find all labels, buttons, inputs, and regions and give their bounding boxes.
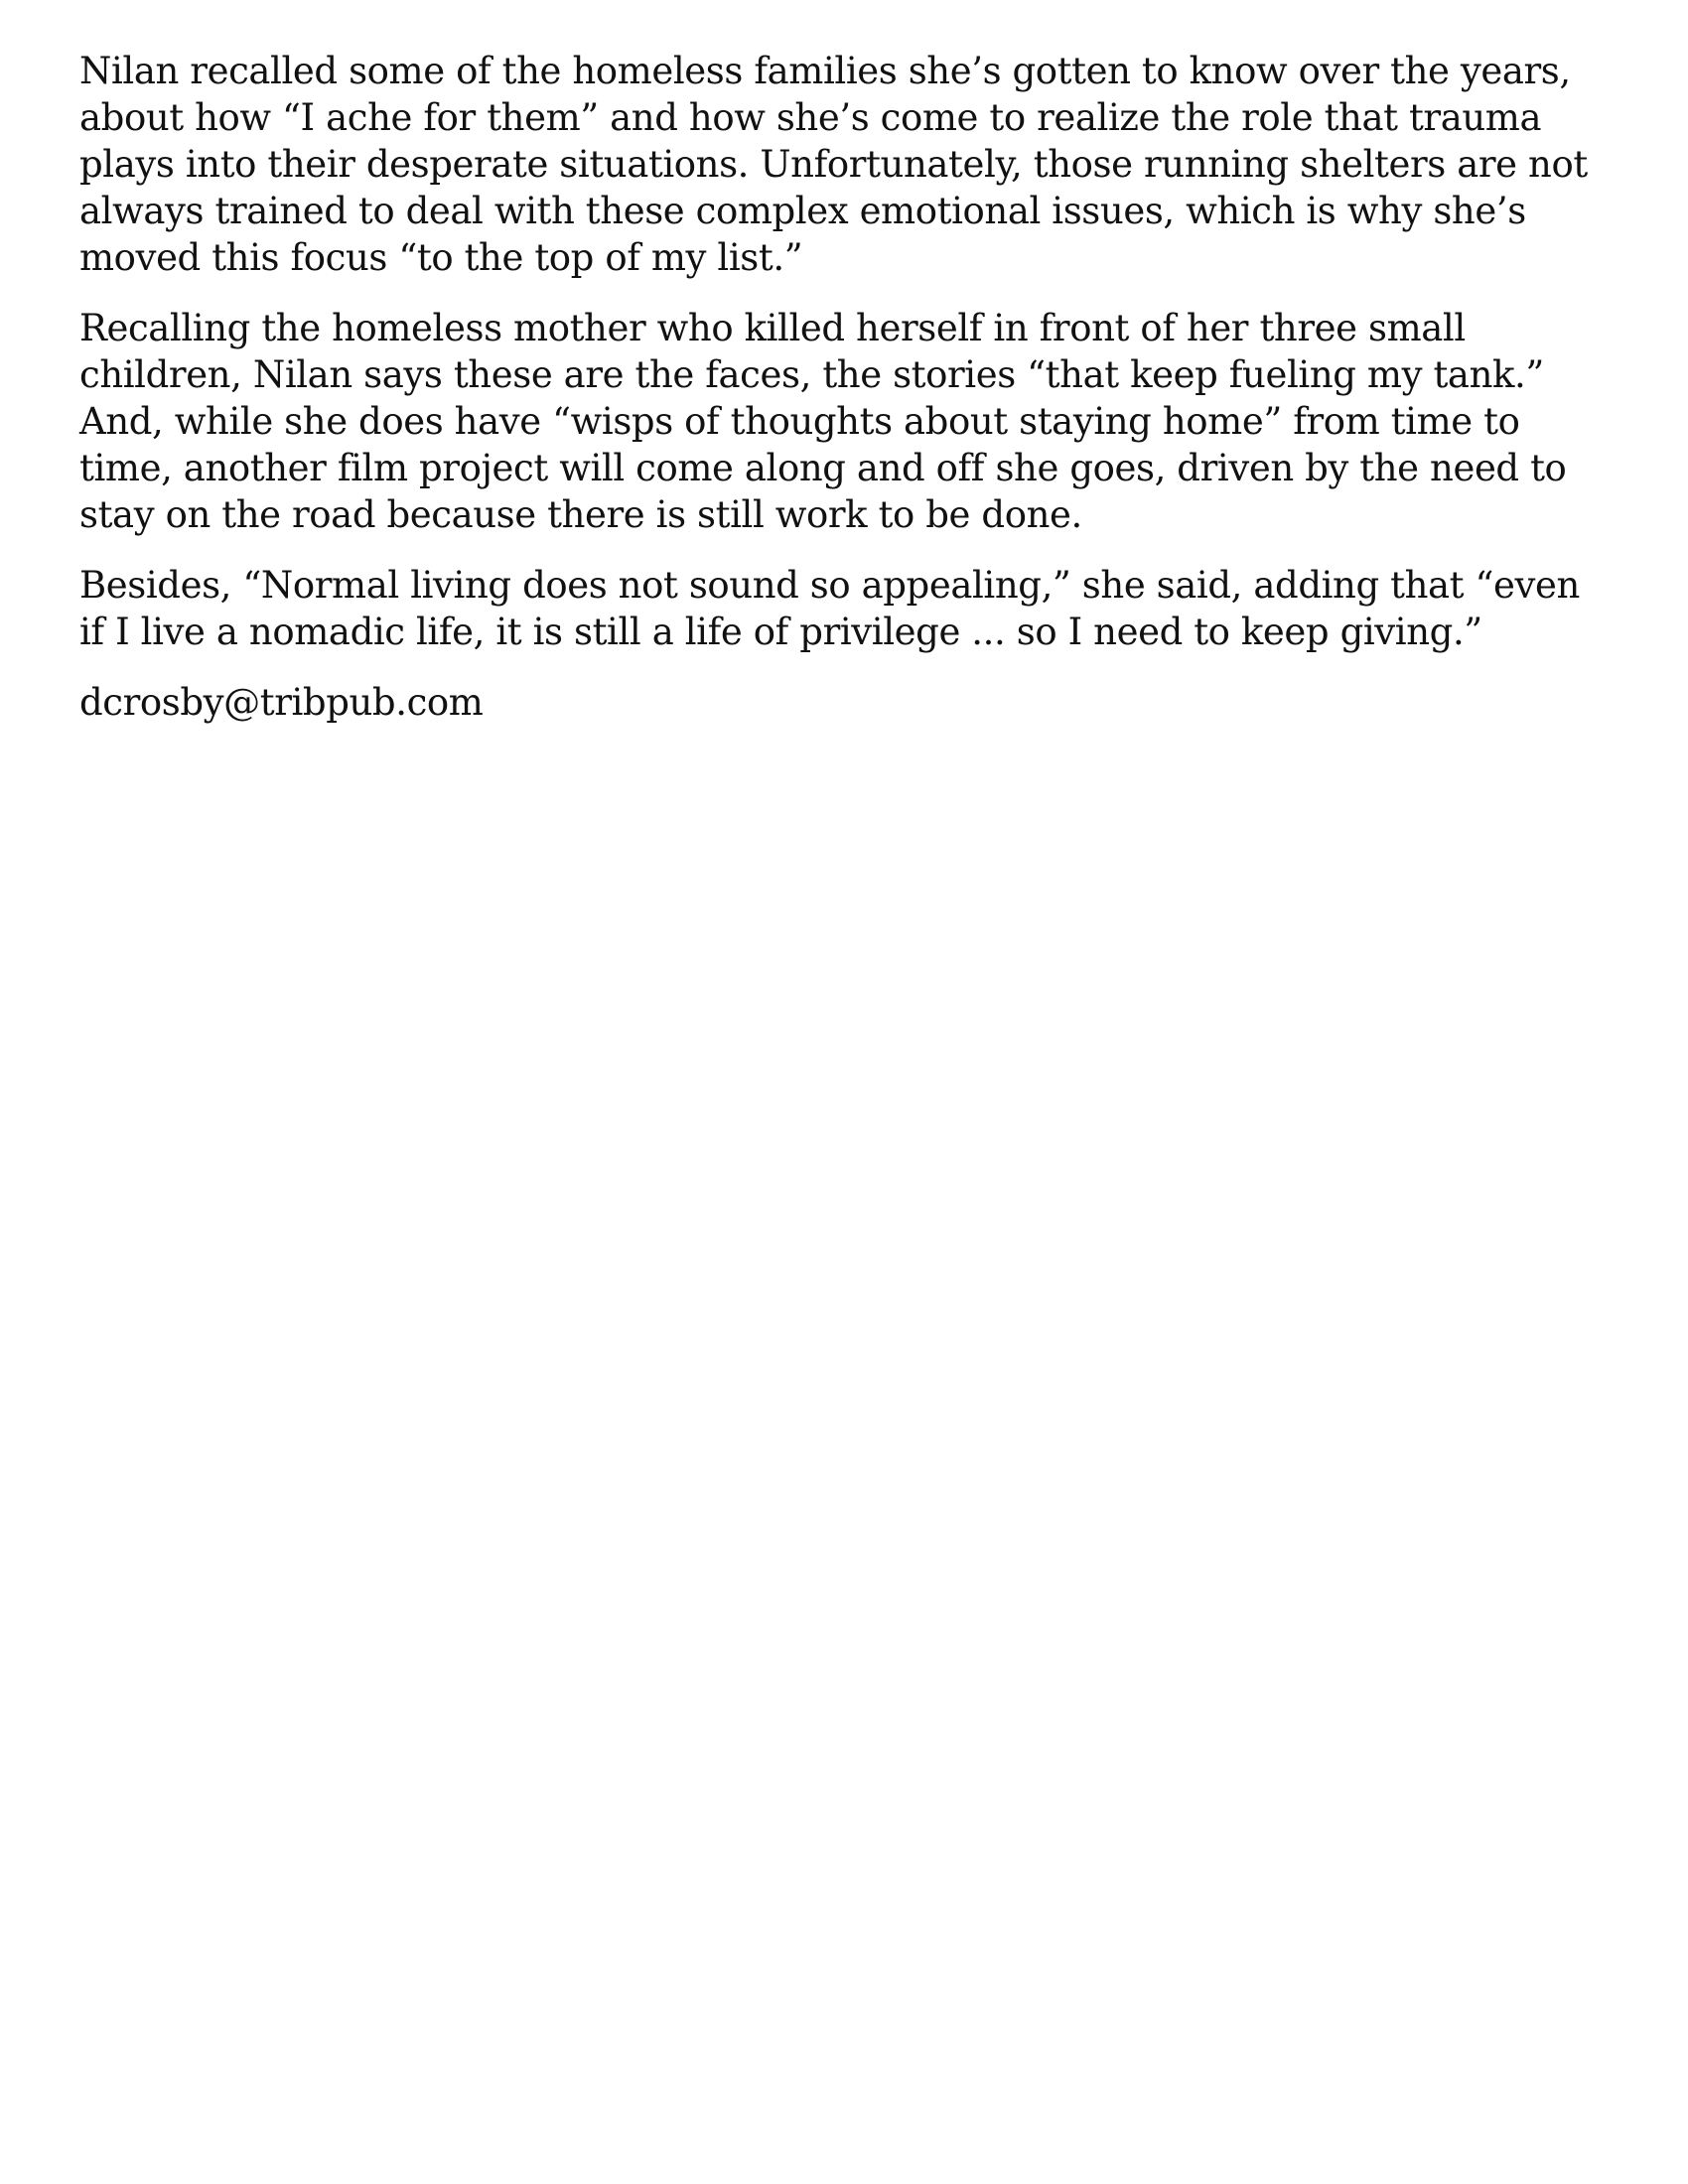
text-line: Nilan recalled some of the homeless families she’s gotten to know over the years, — [79, 50, 1571, 92]
article-body — [79, 48, 1609, 750]
paragraph-1 — [79, 48, 1609, 281]
text-line: about how “I ache for them” and how she’s come to realize the role that trauma — [79, 96, 1542, 139]
text-line: And, while she does have “wisps of thoughts about staying home” from time to — [79, 400, 1520, 443]
author-email: dcrosby@tribpub.com — [79, 681, 484, 724]
text-line: time, another film project will come along and off she goes, driven by the need to — [79, 447, 1567, 489]
text-line: Besides, “Normal living does not sound so appealing,” she said, adding that “even — [79, 564, 1580, 607]
text-line: plays into their desperate situations. Unfortunately, those running shelters are not — [79, 143, 1588, 186]
text-line: moved this focus “to the top of my list.” — [79, 236, 803, 279]
text-line: always trained to deal with these complex emotional issues, which is why she’s — [79, 190, 1526, 232]
paragraph-2 — [79, 305, 1609, 538]
paragraph-3 — [79, 562, 1609, 655]
text-line: if I live a nomadic life, it is still a life of privilege ... so I need to keep giving.” — [79, 611, 1482, 653]
text-line: Recalling the homeless mother who killed herself in front of her three small — [79, 307, 1466, 349]
text-line: stay on the road because there is still work to be done. — [79, 493, 1082, 536]
text-line: children, Nilan says these are the faces, the stories “that keep fueling my tank.” — [79, 353, 1544, 396]
